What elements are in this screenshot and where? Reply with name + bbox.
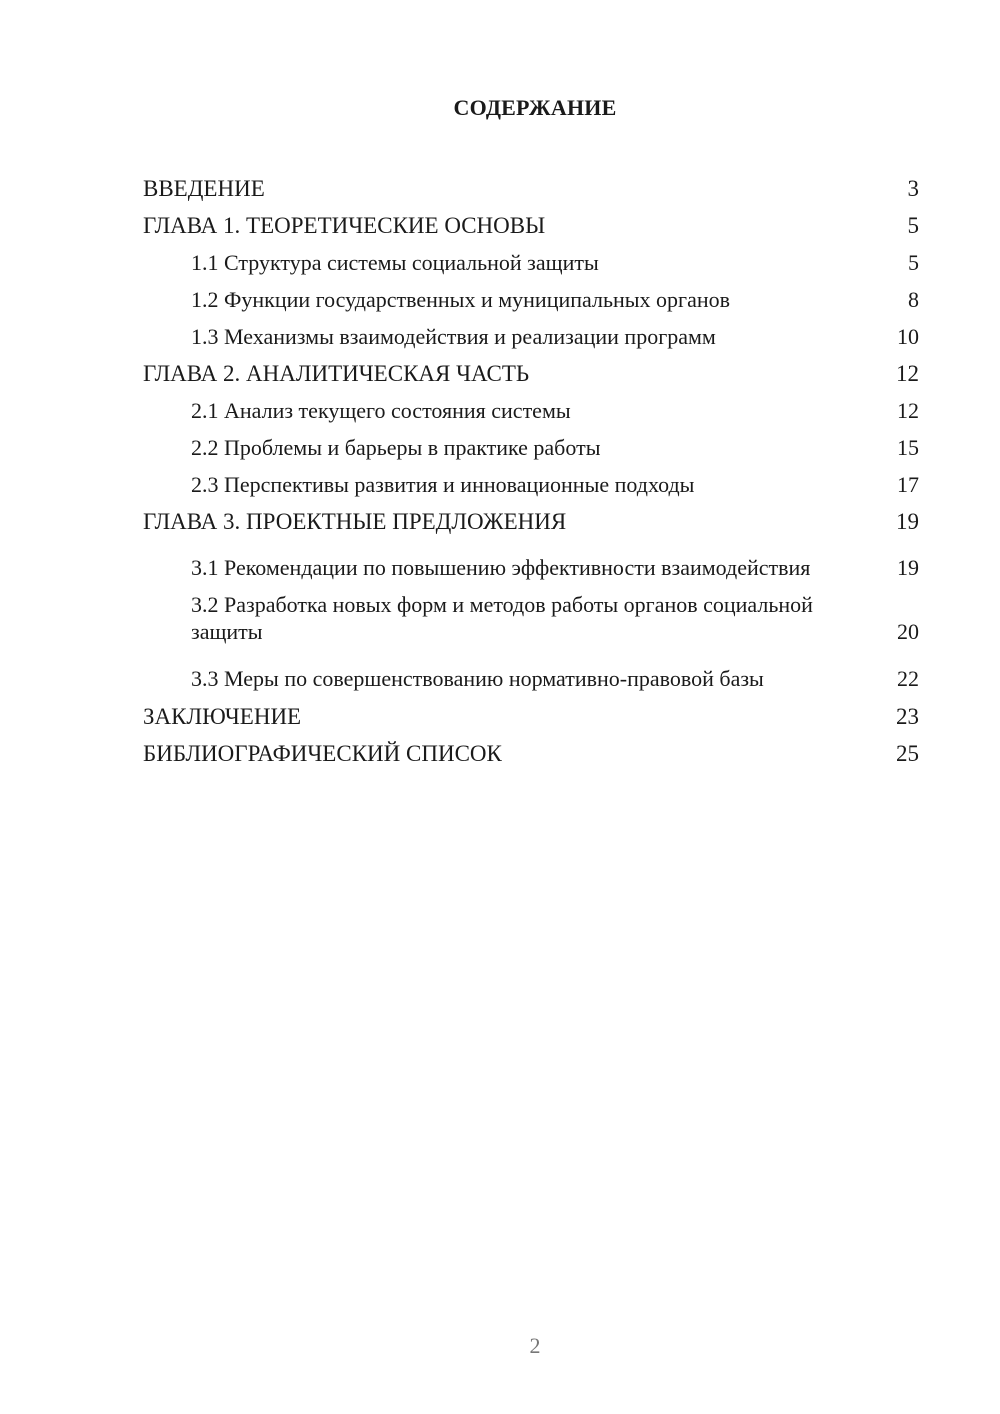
toc-entry-bibliography[interactable] bbox=[143, 735, 919, 772]
toc-entry-title: 2.3 Перспективы развития и инновационные подходы bbox=[191, 472, 695, 497]
toc-entry-section-3-2[interactable] bbox=[143, 587, 919, 651]
toc-entry-section-1-1[interactable] bbox=[143, 244, 919, 281]
toc-entry-page: 20 bbox=[897, 619, 919, 644]
toc-entry-page: 22 bbox=[897, 666, 919, 691]
toc-entry-title: 1.1 Структура системы социальной защиты bbox=[191, 250, 599, 275]
toc-entry-title: ГЛАВА 3. ПРОЕКТНЫЕ ПРЕДЛОЖЕНИЯ bbox=[143, 509, 567, 534]
toc-entry-title: 3.1 Рекомендации по повышению эффективности взаимодействия bbox=[191, 555, 811, 580]
page-title: СОДЕРЖАНИЕ bbox=[453, 95, 617, 120]
page-number: 2 bbox=[529, 1333, 541, 1358]
toc-entry-section-2-2[interactable] bbox=[143, 429, 919, 466]
toc-entry-conclusion[interactable] bbox=[143, 698, 919, 735]
toc-entry-page: 3 bbox=[907, 176, 919, 201]
toc-entry-title: 3.2 Разработка новых форм и методов работы органов социальной защиты bbox=[191, 592, 813, 644]
toc-entry-page: 25 bbox=[896, 741, 919, 766]
toc-entry-title: БИБЛИОГРАФИЧЕСКИЙ СПИСОК bbox=[143, 741, 502, 766]
toc-entry-title: 1.3 Механизмы взаимодействия и реализации программ bbox=[191, 324, 716, 349]
toc-entry-introduction[interactable] bbox=[143, 170, 919, 207]
toc-entry-page: 15 bbox=[897, 435, 919, 460]
toc-entry-section-3-1[interactable] bbox=[143, 540, 919, 587]
toc-entry-chapter-2[interactable] bbox=[143, 355, 919, 392]
toc-entry-page: 5 bbox=[908, 250, 919, 275]
table-of-contents bbox=[143, 170, 919, 772]
toc-entry-page: 8 bbox=[908, 287, 919, 312]
toc-entry-page: 10 bbox=[897, 324, 919, 349]
toc-entry-page: 17 bbox=[897, 472, 919, 497]
toc-entry-page: 19 bbox=[897, 555, 919, 580]
toc-entry-page: 23 bbox=[896, 704, 919, 729]
toc-entry-section-3-3[interactable] bbox=[143, 651, 919, 698]
toc-entry-title: ВВЕДЕНИЕ bbox=[143, 176, 265, 201]
toc-entry-page: 12 bbox=[896, 361, 919, 386]
toc-entry-title: 1.2 Функции государственных и муниципальных органов bbox=[191, 287, 730, 312]
toc-entry-section-1-2[interactable] bbox=[143, 281, 919, 318]
toc-entry-title: 2.2 Проблемы и барьеры в практике работы bbox=[191, 435, 601, 460]
toc-entry-title: ЗАКЛЮЧЕНИЕ bbox=[143, 704, 302, 729]
toc-entry-section-1-3[interactable] bbox=[143, 318, 919, 355]
toc-entry-chapter-1[interactable] bbox=[143, 207, 919, 244]
toc-entry-section-2-3[interactable] bbox=[143, 466, 919, 503]
toc-entry-chapter-3[interactable] bbox=[143, 503, 919, 540]
toc-entry-title: ГЛАВА 2. АНАЛИТИЧЕСКАЯ ЧАСТЬ bbox=[143, 361, 530, 386]
toc-entry-page: 12 bbox=[897, 398, 919, 423]
toc-entry-title: ГЛАВА 1. ТЕОРЕТИЧЕСКИЕ ОСНОВЫ bbox=[143, 213, 546, 238]
toc-entry-page: 5 bbox=[907, 213, 919, 238]
toc-entry-title: 3.3 Меры по совершенствованию нормативно-правовой базы bbox=[191, 666, 764, 691]
toc-entry-title: 2.1 Анализ текущего состояния системы bbox=[191, 398, 571, 423]
toc-entry-section-2-1[interactable] bbox=[143, 392, 919, 429]
toc-entry-page: 19 bbox=[896, 509, 919, 534]
